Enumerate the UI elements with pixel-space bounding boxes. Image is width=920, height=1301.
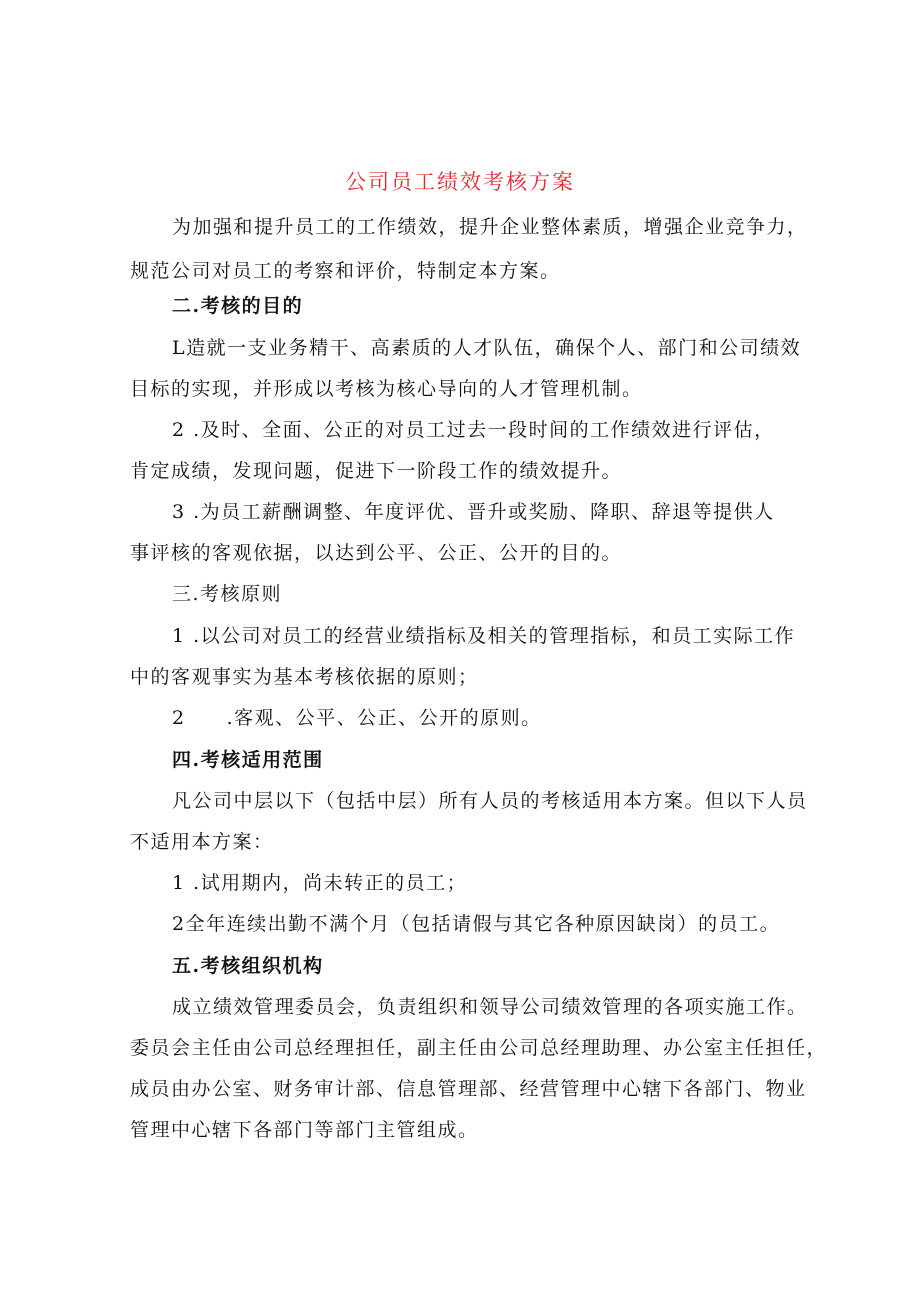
- purpose-item-3-line-2: 事评核的客观依据，以达到公平、公正、公开的目的。: [130, 542, 623, 564]
- scope-para-line-1: 凡公司中层以下（包括中层）所有人员的考核适用本方案。但以下人员: [172, 790, 808, 812]
- purpose-item-2-line-1: 2 .及时、全面、公正的对员工过去一段时间的工作绩效进行评估，: [172, 419, 775, 441]
- organization-para-line-1: 成立绩效管理委员会，负责组织和领导公司绩效管理的各项实施工作。: [172, 996, 808, 1018]
- organization-para-line-4: 管理中心辖下各部门等部门主管组成。: [130, 1119, 479, 1141]
- section-heading-purpose: 二.考核的目的: [172, 295, 304, 317]
- purpose-item-2-line-2: 肯定成绩，发现问题，促进下一阶段工作的绩效提升。: [130, 460, 623, 482]
- principles-item-1-line-1: 1 .以公司对员工的经营业绩指标及相关的管理指标，和员工实际工作: [172, 625, 796, 647]
- scope-item-2: 2全年连续出勤不满个月（包括请假与其它各种原因缺岗）的员工。: [172, 913, 781, 935]
- document-title: 公司员工绩效考核方案: [345, 170, 575, 194]
- section-heading-organization: 五.考核组织机构: [172, 955, 324, 977]
- purpose-item-1-line-1: L造就一支业务精干、高素质的人才队伍，确保个人、部门和公司绩效: [172, 337, 802, 359]
- organization-para-line-3: 成员由办公室、财务审计部、信息管理部、经营管理中心辖下各部门、物业: [130, 1078, 807, 1100]
- organization-para-line-2: 委员会主任由公司总经理担任，副主任由公司总经理助理、办公室主任担任，: [130, 1037, 828, 1059]
- principles-item-1-line-2: 中的客观事实为基本考核依据的原则；: [130, 666, 479, 688]
- section-heading-scope: 四.考核适用范围: [172, 749, 324, 771]
- purpose-item-1-line-2: 目标的实现，并形成以考核为核心导向的人才管理机制。: [130, 378, 643, 400]
- intro-line-1: 为加强和提升员工的工作绩效，提升企业整体素质，增强企业竞争力，: [172, 216, 808, 238]
- scope-item-1: 1 .试用期内，尚未转正的员工；: [172, 872, 468, 894]
- purpose-item-3-line-1: 3 .为员工薪酬调整、年度评优、晋升或奖励、降职、辞退等提供人: [172, 501, 775, 523]
- intro-line-2: 规范公司对员工的考察和评价，特制定本方案。: [130, 260, 561, 282]
- scope-para-line-2: 不适用本方案：: [130, 831, 274, 853]
- principles-item-2: 2 .客观、公平、公正、公开的原则。: [172, 707, 542, 729]
- section-heading-principles: 三.考核原则: [172, 583, 283, 605]
